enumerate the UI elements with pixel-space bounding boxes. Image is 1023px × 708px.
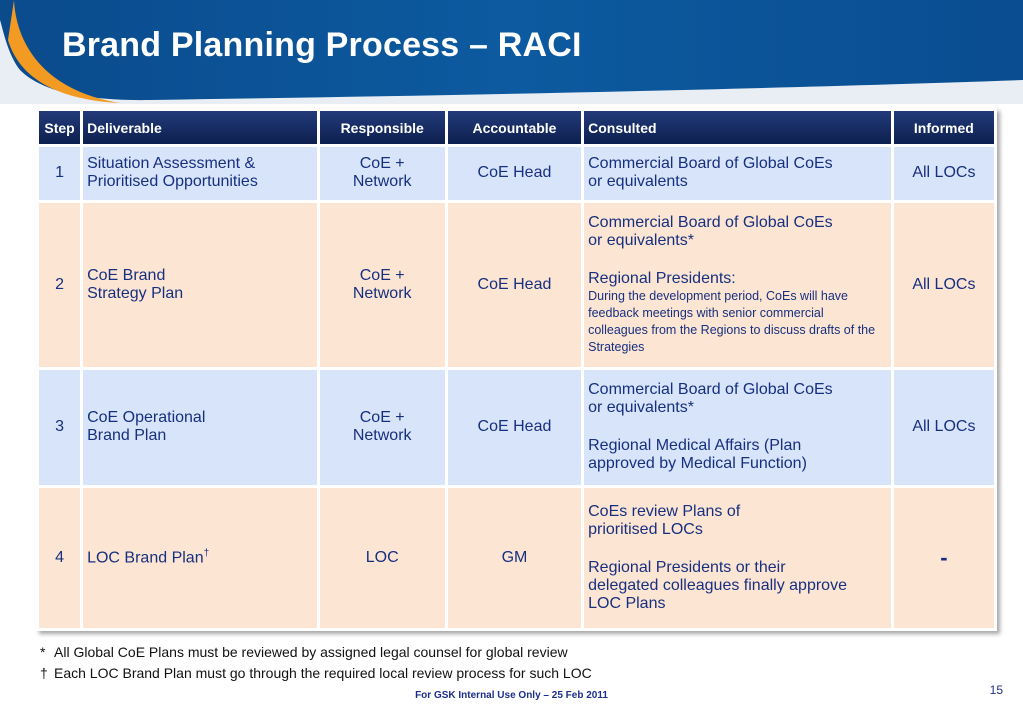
consulted-line: approved by Medical Function) <box>588 455 807 473</box>
consulted-line: LOC Plans <box>588 595 666 613</box>
consulted-line: Regional Medical Affairs (Plan <box>588 437 802 455</box>
footnote-text: Each LOC Brand Plan must go through the required local review process for such LOC <box>54 665 592 681</box>
consulted-cell <box>584 203 891 367</box>
consulted-cell <box>584 370 891 485</box>
consulted-line: or equivalents <box>588 173 688 191</box>
raci-table <box>36 108 997 631</box>
deliverable-cell <box>83 370 316 485</box>
responsible-line: Network <box>352 427 412 445</box>
footnotes <box>40 642 592 684</box>
table-header-row <box>39 111 994 144</box>
footnote <box>40 642 592 663</box>
consulted-line: delegated colleagues finally approve <box>588 577 847 595</box>
responsible-cell <box>320 370 445 485</box>
header-step: Step <box>39 111 80 144</box>
footnote <box>40 663 592 684</box>
responsible-line: CoE + <box>359 409 405 427</box>
deliverable-cell <box>83 147 316 200</box>
consulted-note: During the development period, CoEs will have feedback meetings with senior commercial colleagues from the Regions to discuss drafts of the Strategies <box>588 288 876 354</box>
deliverable-line: CoE Brand <box>87 266 166 284</box>
header-deliverable: Deliverable <box>83 111 316 144</box>
spacer <box>588 417 887 437</box>
consulted-line: prioritised LOCs <box>588 521 703 539</box>
deliverable-line: Strategy Plan <box>87 284 184 302</box>
deliverable-cell <box>83 203 316 367</box>
informed-cell <box>894 488 994 628</box>
deliverable-line: Brand Plan <box>87 427 167 445</box>
responsible-cell <box>320 147 445 200</box>
responsible-cell <box>320 203 445 367</box>
step-cell: 1 <box>39 147 80 200</box>
header-responsible: Responsible <box>320 111 445 144</box>
header-consulted: Consulted <box>584 111 891 144</box>
step-cell: 3 <box>39 370 80 485</box>
step-cell: 4 <box>39 488 80 628</box>
header-informed: Informed <box>894 111 994 144</box>
responsible-cell: LOC <box>320 488 445 628</box>
deliverable-line: Prioritised Opportunities <box>87 173 258 191</box>
informed-cell: All LOCs <box>894 370 994 485</box>
header-accountable: Accountable <box>448 111 581 144</box>
page-number: 15 <box>989 683 1003 697</box>
deliverable-line: CoE Operational <box>87 409 206 427</box>
page-title: Brand Planning Process – RACI <box>62 26 582 64</box>
spacer <box>588 539 887 559</box>
accountable-cell: CoE Head <box>448 147 581 200</box>
accountable-cell: CoE Head <box>448 370 581 485</box>
consulted-line: CoEs review Plans of <box>588 503 741 521</box>
dagger-mark: † <box>203 548 210 560</box>
responsible-line: CoE + <box>359 155 405 173</box>
footnote-mark: * <box>40 644 46 660</box>
informed-cell: All LOCs <box>894 147 994 200</box>
deliverable-text: LOC Brand Plan <box>87 549 204 567</box>
informed-dash: - <box>940 545 948 571</box>
informed-cell: All LOCs <box>894 203 994 367</box>
accountable-cell: CoE Head <box>448 203 581 367</box>
consulted-line: Commercial Board of Global CoEs <box>588 381 833 399</box>
accountable-cell: GM <box>448 488 581 628</box>
consulted-line: Commercial Board of Global CoEs <box>588 213 833 231</box>
table-row <box>39 147 994 200</box>
footnote-mark: † <box>40 665 48 681</box>
step-cell: 2 <box>39 203 80 367</box>
consulted-line: Regional Presidents or their <box>588 559 786 577</box>
consulted-line: Commercial Board of Global CoEs <box>588 155 833 173</box>
consulted-cell <box>584 147 891 200</box>
spacer <box>588 250 887 270</box>
responsible-line: Network <box>352 284 412 302</box>
consulted-line: or equivalents* <box>588 399 694 417</box>
deliverable-line: Situation Assessment & <box>87 155 256 173</box>
footnote-text: All Global CoE Plans must be reviewed by assigned legal counsel for global review <box>54 644 568 660</box>
responsible-line: CoE + <box>359 266 405 284</box>
consulted-line: Regional Presidents: <box>588 269 736 287</box>
deliverable-cell <box>83 488 316 628</box>
consulted-line: or equivalents* <box>588 231 694 249</box>
footer-text: For GSK Internal Use Only – 25 Feb 2011 <box>415 690 608 701</box>
table-row <box>39 488 994 628</box>
consulted-cell <box>584 488 891 628</box>
raci-table-container <box>36 108 997 631</box>
table-row <box>39 203 994 367</box>
table-row <box>39 370 994 485</box>
responsible-line: Network <box>352 173 412 191</box>
